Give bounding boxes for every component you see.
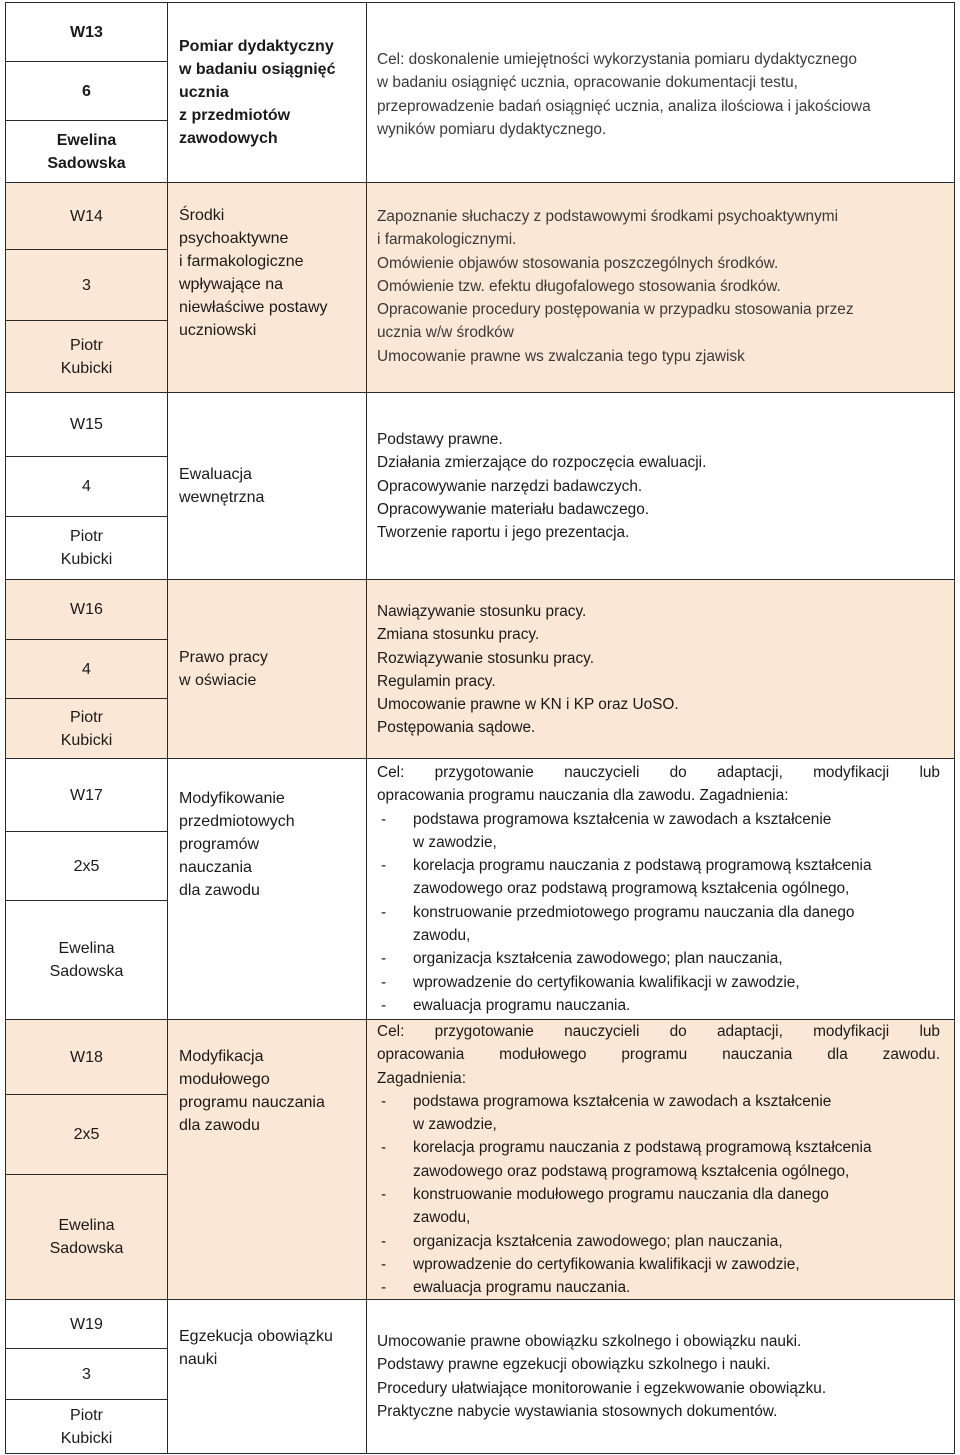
- topic-cell: [167, 182, 367, 393]
- bullet-item: - podstawa programowa kształcenia w zawodach a kształcenie w zawodzie,: [381, 1092, 832, 1134]
- content-line: opracowania programu nauczania dla zawodu. Zagadnienia:: [377, 787, 789, 805]
- session-code: W13: [70, 23, 103, 41]
- hours-cell: [5, 831, 168, 901]
- hours-cell: [5, 61, 168, 121]
- topic-line: Modyfikacja: [179, 1048, 264, 1065]
- content-line: Opracowywanie narzędzi badawczych.: [377, 477, 643, 495]
- teacher-first-name: Piotr: [70, 708, 103, 726]
- content-line: wyników pomiaru dydaktycznego.: [377, 120, 607, 138]
- topic-line: i farmakologiczne: [179, 253, 304, 270]
- content-line: Zmiana stosunku pracy.: [377, 626, 540, 644]
- topic-line: dla zawodu: [179, 1117, 260, 1134]
- teacher-cell: [5, 698, 168, 759]
- teacher-first-name: Ewelina: [58, 1217, 115, 1234]
- teacher-cell: [5, 516, 168, 580]
- topic-line: zawodowych: [179, 130, 278, 147]
- topic-line: Modyfikowanie: [179, 790, 285, 807]
- session-code-cell: [5, 392, 168, 457]
- content-line: Praktyczne nabycie wystawiania stosownych dokumentów.: [377, 1402, 778, 1420]
- topic-cell: [167, 1299, 367, 1454]
- topic-line: psychoaktywne: [179, 230, 289, 247]
- teacher-first-name: Ewelina: [56, 131, 117, 149]
- content-line: Rozwiązywanie stosunku pracy.: [377, 649, 594, 667]
- topic-line: Prawo pracy: [179, 649, 268, 666]
- topic-line: wpływające na: [179, 276, 284, 293]
- session-hours: 4: [82, 478, 91, 495]
- teacher-cell: [5, 1399, 168, 1454]
- teacher-first-name: Piotr: [70, 528, 103, 545]
- topic-line: programu nauczania: [179, 1094, 325, 1111]
- content-line: w badaniu osiągnięć ucznia, opracowanie dokumentacji testu,: [377, 74, 798, 92]
- session-hours: 2x5: [73, 1126, 100, 1143]
- session-code-cell: [5, 1019, 168, 1095]
- teacher-cell: [5, 120, 168, 183]
- topic-line: w oświacie: [179, 672, 257, 689]
- teacher-last-name: Kubicki: [60, 359, 113, 377]
- topic-line: Pomiar dydaktyczny: [179, 38, 334, 55]
- topic-cell: [167, 579, 367, 759]
- content-line: Cel: przygotowanie nauczycieli do adaptacji, modyfikacji lub: [377, 1023, 940, 1040]
- content-line: Regulamin pracy.: [377, 672, 496, 690]
- topic-cell: [167, 2, 367, 183]
- teacher-last-name: Sadowska: [47, 154, 126, 172]
- content-line: opracowania modułowego programu nauczania dla zawodu.: [377, 1046, 940, 1064]
- teacher-cell: [5, 1174, 168, 1300]
- teacher-last-name: Sadowska: [49, 1240, 124, 1257]
- topic-line: ucznia: [179, 84, 229, 101]
- teacher-first-name: Piotr: [70, 336, 103, 354]
- topic-line: Egzekucja obowiązku: [179, 1328, 333, 1345]
- content-line: Działania zmierzające do rozpoczęcia ewaluacji.: [377, 454, 707, 472]
- session-code-cell: [5, 2, 168, 62]
- session-code-cell: [5, 579, 168, 640]
- content-line: Omówienie objawów stosowania poszczególnych środków.: [377, 254, 779, 272]
- topic-cell: [167, 1019, 367, 1300]
- content-cell: [366, 2, 955, 183]
- topic-line: modułowego: [179, 1071, 270, 1088]
- content-line: Postępowania sądowe.: [377, 719, 536, 737]
- hours-cell: [5, 456, 168, 517]
- content-cell: [366, 182, 955, 393]
- content-cell: [366, 579, 955, 759]
- bullet-item: - wprowadzenie do certyfikowania kwalifikacji w zawodzie,: [381, 973, 800, 991]
- session-code: W18: [70, 1048, 103, 1066]
- bullet-item: - ewaluacja programu nauczania.: [381, 1279, 631, 1297]
- content-line: Umocowanie prawne ws zwalczania tego typu zjawisk: [377, 347, 745, 365]
- content-line: Umocowanie prawne w KN i KP oraz UoSO.: [377, 696, 679, 714]
- teacher-cell: [5, 320, 168, 393]
- topic-line: wewnętrzna: [179, 489, 265, 506]
- content-line: Zapoznanie słuchaczy z podstawowymi środkami psychoaktywnymi: [377, 208, 839, 225]
- session-code: W15: [70, 416, 103, 433]
- content-line: Omówienie tzw. efektu długofalowego stosowania środków.: [377, 277, 781, 295]
- hours-cell: [5, 1348, 168, 1400]
- content-line: Tworzenie raportu i jego prezentacja.: [377, 524, 630, 542]
- content-line: przeprowadzenie badań osiągnięć ucznia, analiza ilościowa i jakościowa: [377, 97, 871, 115]
- bullet-item: - korelacja programu nauczania z podstawą programową kształcenia zawodowego oraz podstawą programową kształcenia ogólnego,: [381, 1139, 872, 1180]
- session-code: W14: [70, 207, 103, 225]
- teacher-cell: [5, 900, 168, 1020]
- content-line: Opracowywanie materiału badawczego.: [377, 500, 650, 518]
- topic-line: nauczania: [179, 859, 252, 876]
- content-cell: [366, 1019, 955, 1300]
- bullet-item: - organizacja kształcenia zawodowego; plan nauczania,: [381, 950, 783, 968]
- topic-line: dla zawodu: [179, 882, 260, 899]
- topic-line: programów: [179, 836, 260, 853]
- session-code: W19: [70, 1315, 103, 1333]
- teacher-first-name: Ewelina: [58, 940, 115, 957]
- content-line: Cel: doskonalenie umiejętności wykorzystania pomiaru dydaktycznego: [377, 51, 857, 68]
- bullet-item: - podstawa programowa kształcenia w zawodach a kształcenie w zawodzie,: [381, 810, 832, 851]
- bullet-item: - wprowadzenie do certyfikowania kwalifikacji w zawodzie,: [381, 1255, 800, 1273]
- content-line: Podstawy prawne egzekucji obowiązku szkolnego i nauki.: [377, 1356, 771, 1374]
- content-line: Procedury ułatwiające monitorowanie i egzekwowanie obowiązku.: [377, 1379, 827, 1397]
- content-line: Cel: przygotowanie nauczycieli do adaptacji, modyfikacji lub: [377, 764, 940, 781]
- content-line: i farmakologicznymi.: [377, 231, 517, 249]
- content-cell: [366, 758, 955, 1020]
- hours-cell: [5, 639, 168, 699]
- session-code-cell: [5, 182, 168, 250]
- topic-cell: [167, 758, 367, 1020]
- content-line: Umocowanie prawne obowiązku szkolnego i obowiązku nauki.: [377, 1333, 802, 1350]
- session-hours: 2x5: [73, 857, 100, 875]
- session-code-cell: [5, 1299, 168, 1349]
- hours-cell: [5, 1094, 168, 1175]
- teacher-last-name: Sadowska: [49, 963, 124, 980]
- bullet-item: - ewaluacja programu nauczania.: [381, 996, 631, 1014]
- topic-line: uczniowski: [179, 322, 257, 339]
- topic-line: Środki: [179, 207, 225, 224]
- session-code: W17: [70, 786, 103, 804]
- bullet-item: - konstruowanie przedmiotowego programu nauczania dla danego zawodu,: [381, 903, 855, 945]
- content-line: Opracowanie procedury postępowania w przypadku stosowania przez: [377, 301, 854, 319]
- content-line: Podstawy prawne.: [377, 431, 503, 448]
- content-cell: [366, 392, 955, 580]
- bullet-item: - organizacja kształcenia zawodowego; plan nauczania,: [381, 1232, 783, 1250]
- topic-line: w badaniu osiągnięć: [179, 61, 336, 78]
- bullet-item: - konstruowanie modułowego programu nauczania dla danego zawodu,: [381, 1186, 829, 1227]
- topic-line: z przedmiotów: [179, 107, 291, 124]
- topic-cell: [167, 392, 367, 580]
- content-cell: [366, 1299, 955, 1454]
- teacher-last-name: Kubicki: [60, 551, 113, 568]
- session-hours: 3: [82, 1365, 91, 1383]
- content-line: ucznia w/w środków: [377, 324, 514, 342]
- teacher-last-name: Kubicki: [60, 731, 113, 749]
- topic-line: nauki: [179, 1351, 218, 1368]
- teacher-last-name: Kubicki: [60, 1429, 113, 1447]
- session-code: W16: [70, 601, 103, 618]
- hours-cell: [5, 249, 168, 321]
- topic-line: Ewaluacja: [179, 466, 252, 483]
- bullet-item: - korelacja programu nauczania z podstawą programową kształcenia zawodowego oraz podstawą programową kształcenia ogólnego,: [381, 857, 872, 898]
- content-line: Nawiązywanie stosunku pracy.: [377, 603, 587, 620]
- session-code-cell: [5, 758, 168, 832]
- topic-line: niewłaściwe postawy: [179, 299, 328, 316]
- teacher-first-name: Piotr: [70, 1406, 103, 1424]
- session-hours: 3: [82, 276, 91, 294]
- content-line: Zagadnienia:: [377, 1069, 466, 1087]
- session-hours: 6: [82, 82, 91, 100]
- session-hours: 4: [82, 660, 91, 678]
- topic-line: przedmiotowych: [179, 813, 295, 830]
